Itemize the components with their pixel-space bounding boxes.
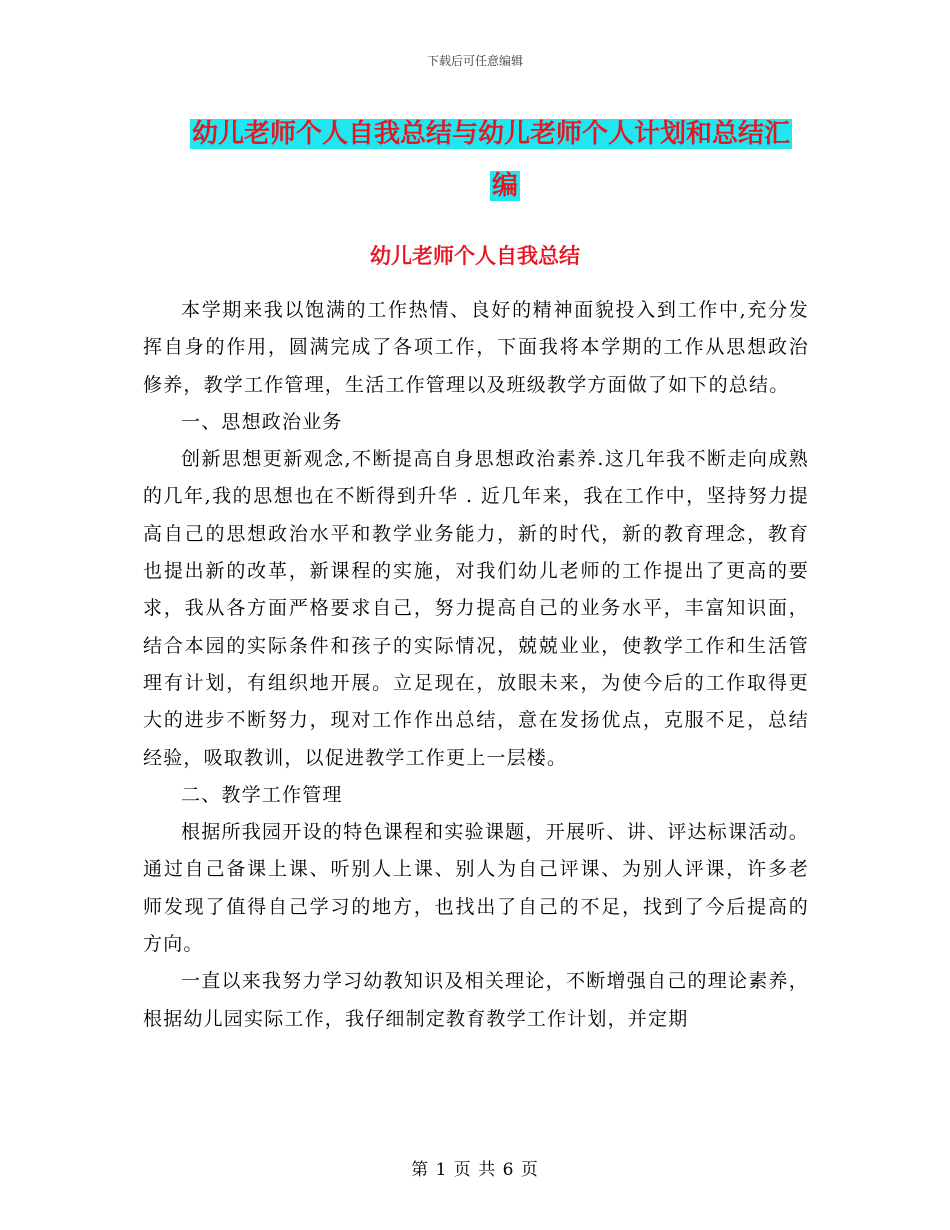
paragraph-intro: 本学期来我以饱满的工作热情、良好的精神面貌投入到工作中,充分发挥自身的作用，圆满完成了各项工作，下面我将本学期的工作从思想政治修养，教学工作管理，生活工作管理以及班级教学方面做了如下的总结。 <box>143 299 809 396</box>
title-line-1: 幼儿老师个人自我总结与幼儿老师个人计划和总结汇 <box>192 119 791 149</box>
heading-teaching-management: 二、教学工作管理 <box>181 783 343 806</box>
paragraph-political-affairs: 创新思想更新观念,不断提高自身思想政治素养.这几年我不断走向成熟的几年,我的思想也在不断得到升华 . 近几年来，我在工作中，坚持努力提高自己的思想政治水平和教学业务能力，新的时代，新的教育理念，教育也提出新的改革，新课程的实施，对我们幼儿老师的工作提出了更高的要求，我从各方面严格要求自己，努力提高自己的业务水平，丰富知识面，结合本园的实际条件和孩子的实际情况，兢兢业业，使教学工作和生活管理有计划，有组织地开展。立足现在，放眼未来，为使今后的工作取得更大的进步不断努力，现对工作作出总结，意在发扬优点，克服不足，总结经验，吸取教训，以促进教学工作更上一层楼。 <box>143 448 809 769</box>
document-title <box>190 108 810 212</box>
page-footer: 第 1 页 共 6 页 <box>411 1160 539 1180</box>
section-title: 幼儿老师个人自我总结 <box>370 243 580 268</box>
paragraph-study-theory: 一直以来我努力学习幼教知识及相关理论，不断增强自己的理论素养，根据幼儿园实际工作，我仔细制定教育教学工作计划，并定期 <box>143 970 809 1030</box>
paragraph-teaching-activities: 根据所我园开设的特色课程和实验课题，开展听、讲、评达标课活动。通过自己备课上课、听别人上课、别人为自己评课、为别人评课，许多老师发现了值得自己学习的地方，也找出了自己的不足，找到了今后提高的方向。 <box>143 821 809 956</box>
body-text <box>143 292 809 1038</box>
heading-political-affairs: 一、思想政治业务 <box>181 410 343 433</box>
header-note: 下载后可任意编辑 <box>426 54 523 68</box>
title-line-2: 编 <box>491 171 518 201</box>
